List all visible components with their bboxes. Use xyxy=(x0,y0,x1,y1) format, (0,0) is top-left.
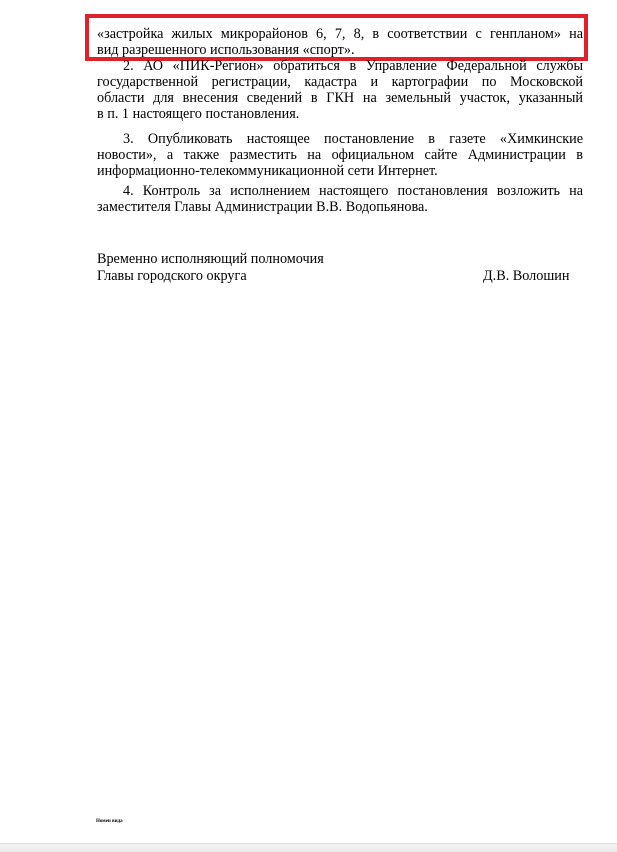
paragraph-1-line-1: «застройка жилых микрорайонов 6, 7, 8, в соответствии с генпланом» на xyxy=(97,26,583,42)
paragraph-3-line-3: информационно-телекоммуникационной сети Интернет. xyxy=(97,163,438,179)
paragraph-1-line-2: вид разрешенного использования «спорт». xyxy=(97,42,355,58)
paragraph-4-line-1: 4. Контроль за исполнением настоящего постановления возложить на xyxy=(123,183,583,199)
paragraph-2-line-3: области для внесения сведений в ГКН на земельный участок, указанный xyxy=(97,90,583,106)
paragraph-2-line-1: 2. АО «ПИК-Регион» обратиться в Управление Федеральной службы xyxy=(123,58,583,74)
footer-note: Номен вида xyxy=(96,819,123,824)
paragraph-2-line-2: государственной регистрации, кадастра и картографии по Московской xyxy=(97,74,583,90)
paragraph-3-line-1: 3. Опубликовать настоящее постановление в газете «Химкинские xyxy=(123,131,583,147)
paragraph-4 xyxy=(97,183,583,215)
signature-title-line-2: Главы городского округа xyxy=(97,268,247,284)
paragraph-2 xyxy=(97,58,583,122)
paragraph-3 xyxy=(97,131,583,179)
signature-name: Д.В. Волошин xyxy=(483,268,570,284)
signature-title-line-1: Временно исполняющий полномочия xyxy=(97,251,324,267)
highlight-box xyxy=(85,14,588,61)
paragraph-4-line-2: заместителя Главы Администрации В.В. Водопьянова. xyxy=(97,199,428,215)
paragraph-2-line-4: в п. 1 настоящего постановления. xyxy=(97,106,300,122)
paragraph-3-line-2: новости», а также разместить на официальном сайте Администрации в xyxy=(97,147,583,163)
